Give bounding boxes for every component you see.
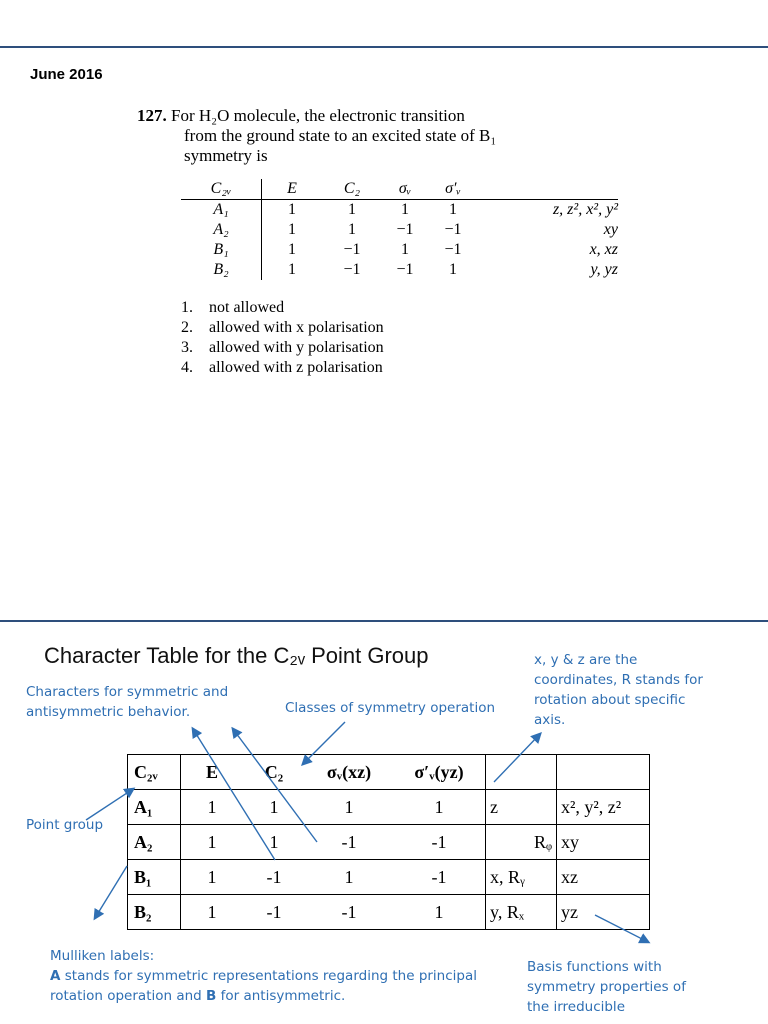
- quadratic-function-cell: xz: [557, 860, 650, 895]
- option-number: 4.: [181, 359, 193, 376]
- table-cell: 1: [243, 825, 305, 860]
- note-basis-line-3: the irreducible: [527, 999, 625, 1015]
- answer-option-4[interactable]: [181, 358, 384, 378]
- header-basis: [478, 179, 618, 200]
- answer-options: [181, 298, 384, 378]
- table-cell: 1: [243, 790, 305, 825]
- table-cell: 1: [449, 201, 457, 218]
- arrow-mulliken: [95, 866, 127, 918]
- row-label: B₁: [181, 240, 262, 260]
- answer-option-3[interactable]: [181, 338, 384, 358]
- table-cell: 1: [288, 241, 296, 258]
- question-number: 127.: [137, 106, 167, 125]
- table-cell: 1: [393, 895, 486, 930]
- header-quadratic: [557, 755, 650, 790]
- table-cell: 1: [393, 790, 486, 825]
- table-cell: 1: [401, 201, 409, 218]
- row-label: A₁: [181, 200, 262, 221]
- table-cell: -1: [393, 860, 486, 895]
- note-mulliken: [50, 946, 477, 1006]
- question-table-header: [181, 179, 618, 200]
- mulliken-label: B₂: [128, 895, 181, 930]
- note-coordinates-line-3: rotation about specific: [534, 692, 686, 708]
- answer-option-2[interactable]: [181, 318, 384, 338]
- table-cell: 1: [449, 261, 457, 278]
- option-text: not allowed: [209, 299, 285, 316]
- table-cell: 1: [181, 790, 244, 825]
- header-sigma-v: σᵥ: [382, 179, 428, 200]
- quadratic-function-cell: xy: [557, 825, 650, 860]
- note-coordinates-line-2: coordinates, R stands for: [534, 672, 703, 688]
- header-sigma-v-xz: σᵥ(xz): [305, 755, 393, 790]
- table-row: [181, 200, 618, 221]
- note-characters-line-1: Characters for symmetric and: [26, 684, 229, 700]
- linear-function-cell: Rᵩ: [486, 825, 557, 860]
- table-cell: 1: [348, 221, 356, 238]
- table-cell: 1: [181, 860, 244, 895]
- table-cell: -1: [305, 825, 393, 860]
- mulliken-label: A₁: [128, 790, 181, 825]
- option-number: 1.: [181, 299, 193, 316]
- table-cell: 1: [181, 825, 244, 860]
- question-line-3: symmetry is: [184, 146, 268, 165]
- header-sigma-v-yz: σ′ᵥ(yz): [393, 755, 486, 790]
- table-cell: 1: [288, 261, 296, 278]
- table-cell: 1: [401, 241, 409, 258]
- mulliken-label: A₂: [128, 825, 181, 860]
- table-row: [128, 825, 650, 860]
- header-linear: [486, 755, 557, 790]
- question-line-2: from the ground state to an excited state of B₁: [184, 126, 497, 145]
- basis-cell: x, xz: [589, 241, 618, 258]
- row-label: A₂: [181, 220, 262, 240]
- table-cell: 1: [305, 860, 393, 895]
- row-label: B₂: [181, 260, 262, 280]
- table-cell: 1: [181, 895, 244, 930]
- question-character-table: [181, 179, 618, 280]
- quadratic-function-cell: yz: [557, 895, 650, 930]
- note-mulliken-a: A: [50, 968, 61, 984]
- basis-cell: y, yz: [590, 261, 618, 278]
- table-cell: -1: [393, 825, 486, 860]
- header-c2: C₂: [243, 755, 305, 790]
- note-coordinates: [534, 650, 703, 730]
- option-text: allowed with z polarisation: [209, 359, 383, 376]
- table-cell: -1: [305, 895, 393, 930]
- option-text: allowed with y polarisation: [209, 339, 384, 356]
- table-row: [181, 260, 618, 280]
- table-cell: −1: [396, 221, 414, 238]
- note-mulliken-line-1-text: stands for symmetric representations regarding the principal: [60, 968, 478, 984]
- linear-function-cell: y, Rₓ: [486, 895, 557, 930]
- table-row: [128, 790, 650, 825]
- table-row: [181, 240, 618, 260]
- note-basis-line-1: Basis functions with: [527, 959, 662, 975]
- header-sigma-v-prime: σ′ᵥ: [428, 179, 478, 200]
- linear-function-cell: z: [486, 790, 557, 825]
- basis-cell: xy: [603, 221, 618, 238]
- table-cell: -1: [243, 860, 305, 895]
- mulliken-label: B₁: [128, 860, 181, 895]
- header-e: E: [181, 755, 244, 790]
- character-table-title: Character Table for the C₂ᵥ Point Group: [44, 643, 429, 668]
- character-table-header: [128, 755, 650, 790]
- header-e: E: [262, 179, 323, 200]
- quadratic-function-cell: x², y², z²: [557, 790, 650, 825]
- table-cell: 1: [288, 201, 296, 218]
- table-cell: 1: [348, 201, 356, 218]
- slide-top-rule: [0, 46, 768, 48]
- note-mulliken-title: Mulliken labels:: [50, 948, 155, 964]
- table-cell: 1: [288, 221, 296, 238]
- table-cell: −1: [444, 221, 462, 238]
- note-characters: [26, 682, 228, 722]
- question-text: [137, 106, 617, 166]
- note-mulliken-line-2: [50, 986, 477, 1006]
- answer-option-1[interactable]: [181, 298, 384, 318]
- header-c2: C₂: [322, 179, 382, 200]
- note-mulliken-line-2-pre: rotation operation and: [50, 988, 207, 1004]
- header-point-group: C₂ᵥ: [128, 755, 181, 790]
- note-point-group: Point group: [26, 817, 104, 833]
- option-text: allowed with x polarisation: [209, 319, 384, 336]
- linear-function-cell: x, Rᵧ: [486, 860, 557, 895]
- note-basis: [527, 957, 686, 1017]
- note-mulliken-line-2-rest: for antisymmetric.: [216, 988, 346, 1004]
- note-basis-line-2: symmetry properties of: [527, 979, 686, 995]
- header-point-group: C₂ᵥ: [181, 179, 262, 200]
- table-cell: -1: [243, 895, 305, 930]
- table-cell: −1: [343, 241, 361, 258]
- note-coordinates-line-4: axis.: [534, 712, 566, 728]
- question-line-1-text: For H₂O molecule, the electronic transition: [171, 106, 465, 125]
- note-coordinates-line-1: x, y & z are the: [534, 652, 638, 668]
- question-line-1: [137, 106, 617, 126]
- character-table: [127, 754, 650, 930]
- table-cell: −1: [444, 241, 462, 258]
- option-number: 3.: [181, 339, 193, 356]
- table-row: [128, 895, 650, 930]
- table-cell: 1: [305, 790, 393, 825]
- note-mulliken-line-1: [50, 966, 477, 986]
- table-cell: −1: [343, 261, 361, 278]
- note-classes: Classes of symmetry operation: [285, 700, 496, 716]
- note-mulliken-b: B: [206, 988, 217, 1004]
- table-cell: −1: [396, 261, 414, 278]
- option-number: 2.: [181, 319, 193, 336]
- date-label: June 2016: [30, 66, 103, 83]
- note-characters-line-2: antisymmetric behavior.: [26, 704, 191, 720]
- table-row: [181, 220, 618, 240]
- slide-divider-rule: [0, 620, 768, 622]
- table-row: [128, 860, 650, 895]
- basis-cell: z, z², x², y²: [552, 201, 618, 218]
